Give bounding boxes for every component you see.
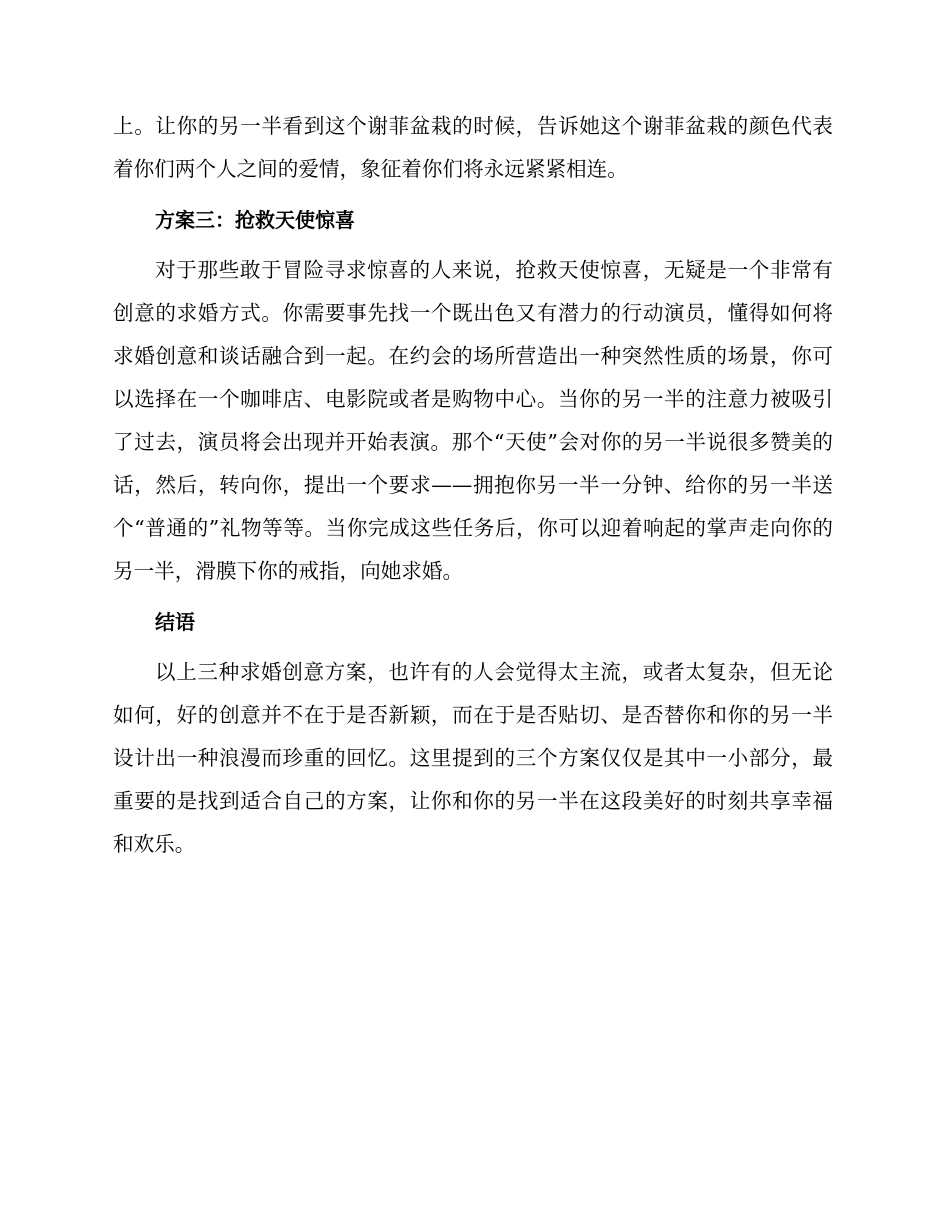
document-body: [113, 105, 833, 866]
section-paragraph-conclusion: 以上三种求婚创意方案，也许有的人会觉得太主流，或者太复杂，但无论如何，好的创意并不在于是否新颖，而在于是否贴切、是否替你和你的另一半设计出一种浪漫而珍重的回忆。这里提到的三个方案仅仅是其中一小部分，最重要的是找到适合自己的方案，让你和你的另一半在这段美好的时刻共享幸福和欢乐。: [113, 660, 833, 856]
continuation-paragraph: 上。让你的另一半看到这个谢菲盆栽的时候，告诉她这个谢菲盆栽的颜色代表着你们两个人之间的爱情，象征着你们将永远紧紧相连。: [113, 114, 833, 181]
section-heading-plan-three: 方案三：抢救天使惊喜: [155, 208, 355, 232]
section-heading-conclusion: 结语: [155, 610, 195, 634]
section-paragraph-plan-three: 对于那些敢于冒险寻求惊喜的人来说，抢救天使惊喜，无疑是一个非常有创意的求婚方式。你需要事先找一个既出色又有潜力的行动演员，懂得如何将求婚创意和谈话融合到一起。在约会的场所营造出一种突然性质的场景，你可以选择在一个咖啡店、电影院或者是购物中心。当你的另一半的注意力被吸引了过去，演员将会出现并开始表演。那个“天使”会对你的另一半说很多赞美的话，然后，转向你，提出一个要求——拥抱你另一半一分钟、给你的另一半送个“普通的”礼物等等。当你完成这些任务后，你可以迎着响起的掌声走向你的另一半，滑膜下你的戒指，向她求婚。: [113, 258, 833, 583]
